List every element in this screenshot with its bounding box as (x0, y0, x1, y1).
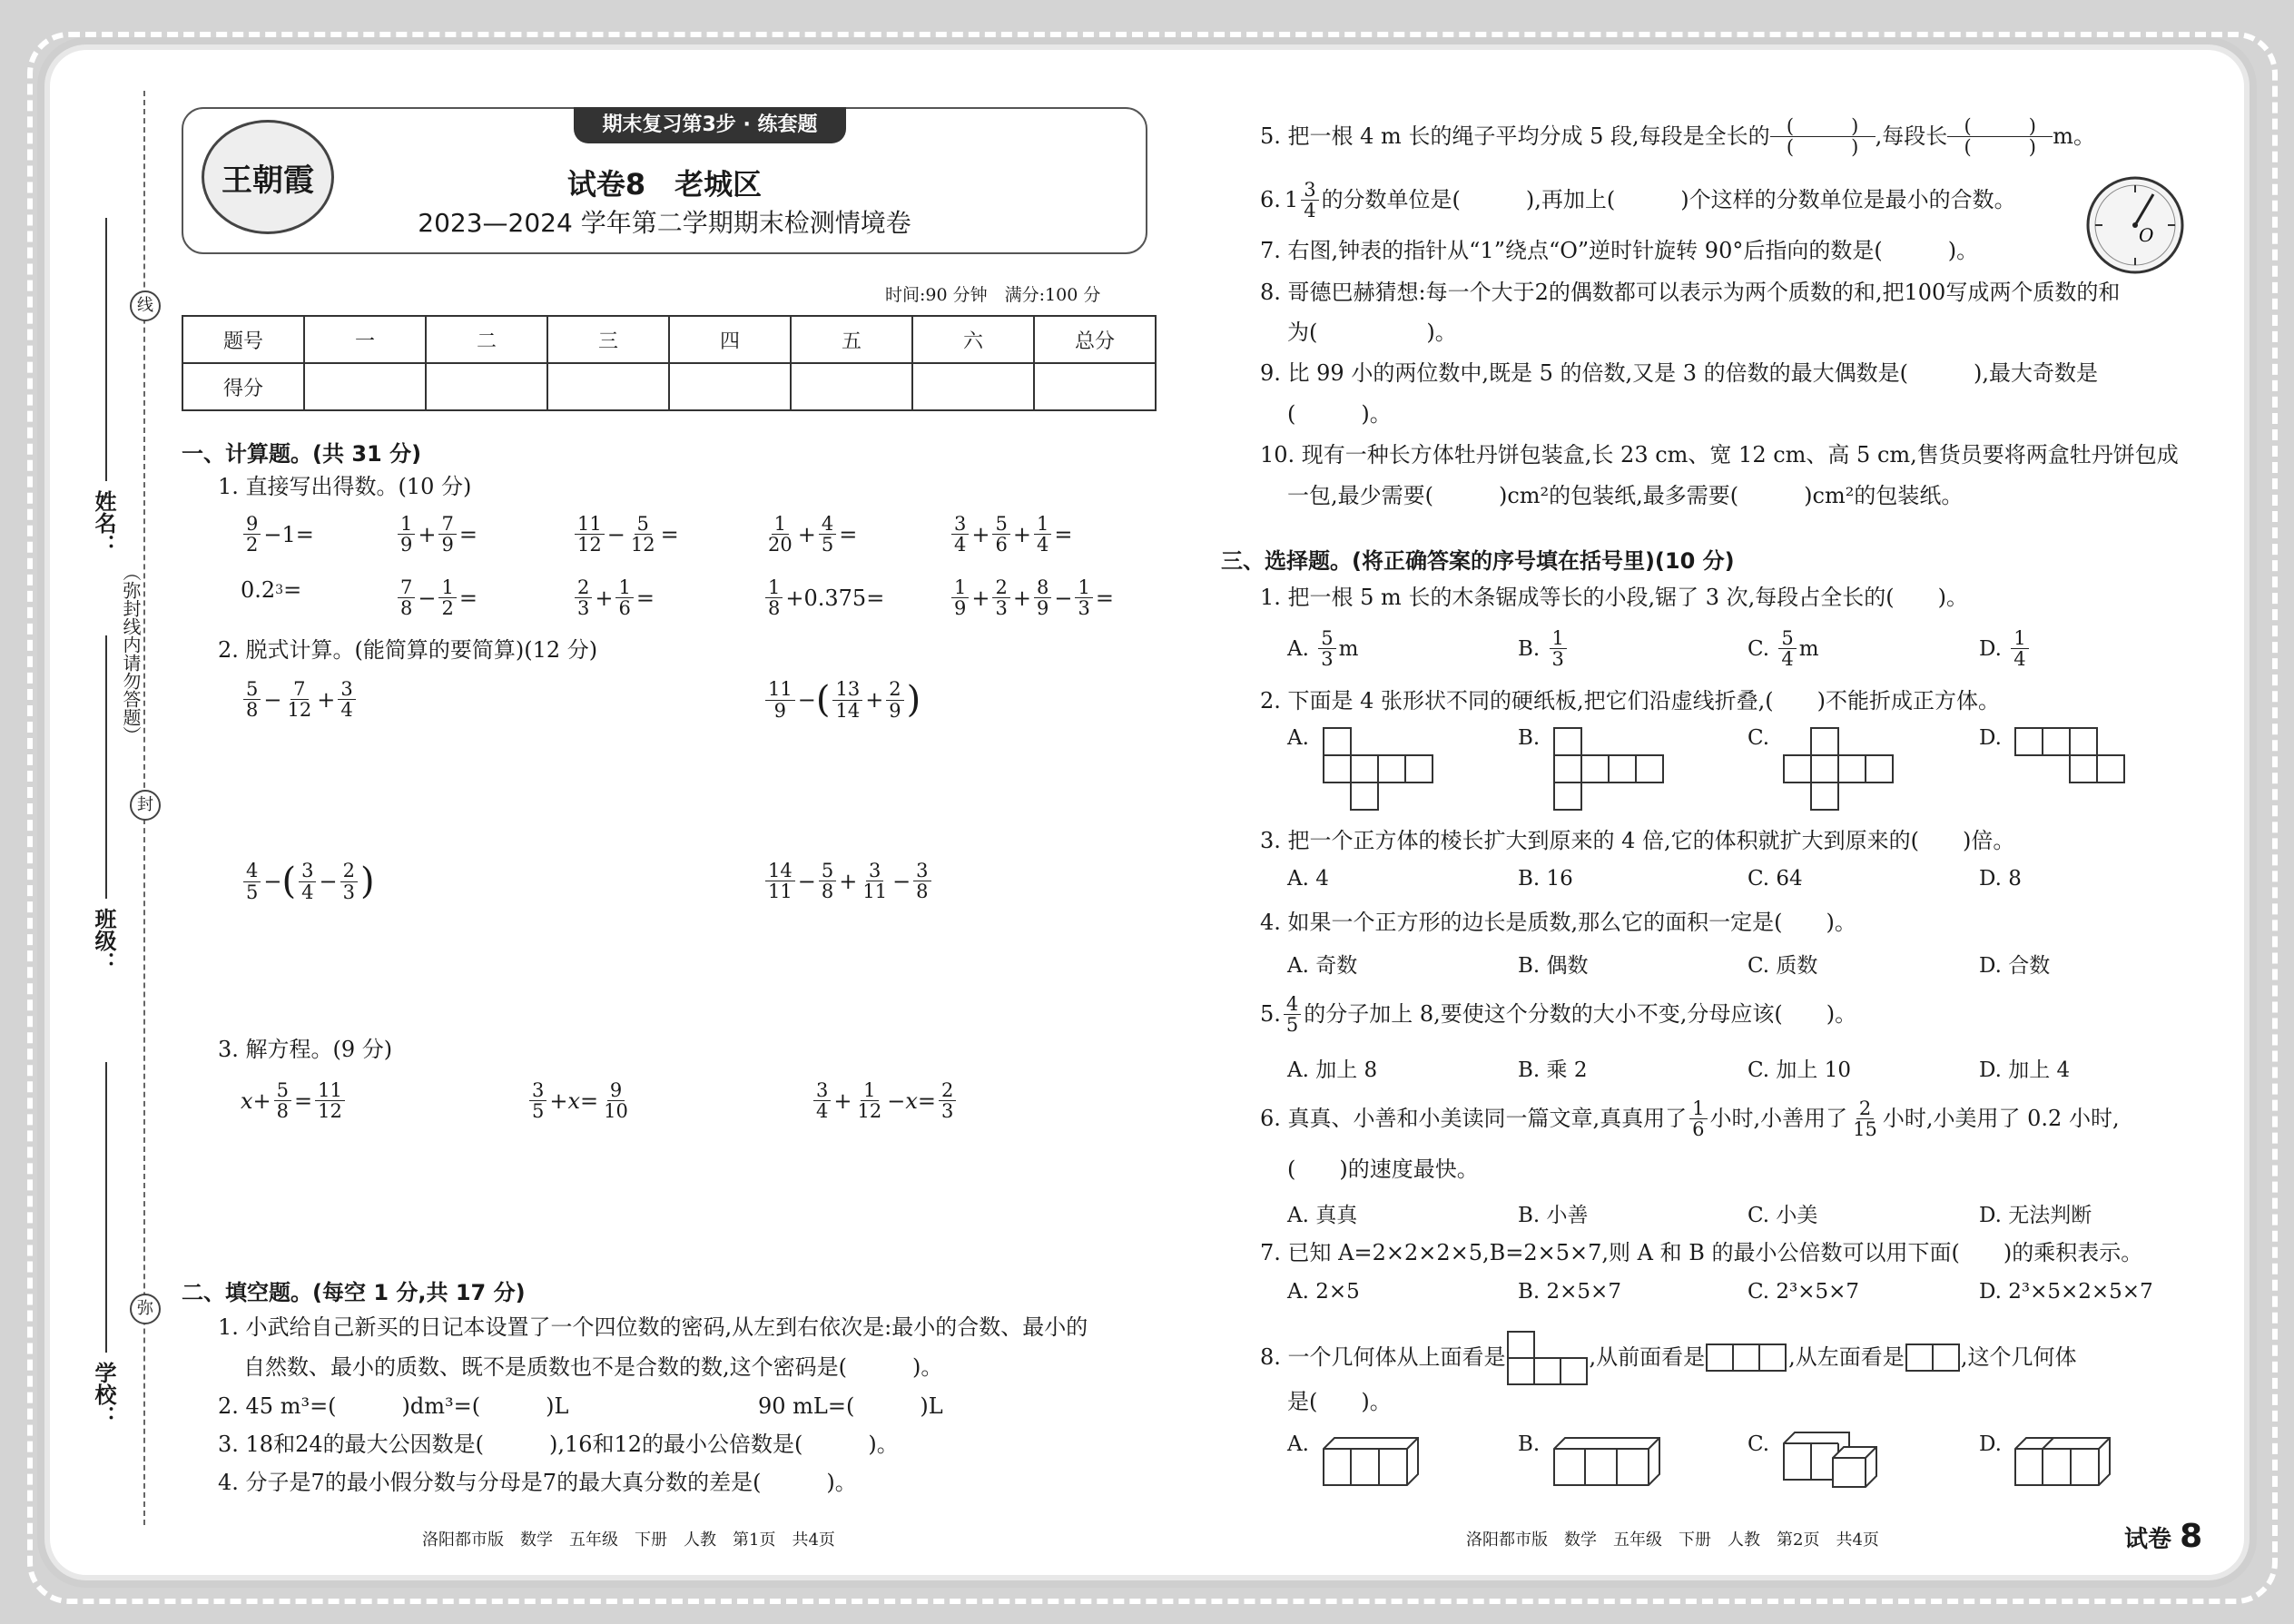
sec3-q8-optC[interactable]: C. (1748, 1432, 1770, 1456)
sec1-title: 一、计算题。(共 31 分) (182, 441, 422, 467)
paper-label (2124, 1518, 2202, 1555)
score-cell[interactable] (426, 363, 547, 410)
sec2-title: 二、填空题。(每空 1 分,共 17 分) (182, 1280, 526, 1305)
sec3-q7: 7. 已知 A=2×2×2×5,B=2×5×7,则 A 和 B 的最小公倍数可以用下面( )的乘积表示。 (1260, 1240, 2143, 1265)
sec2-q5-text: 5. 把一根 4 m 长的绳子平均分成 5 段,每段是全长的 (1260, 123, 1770, 149)
name-label: 姓名： (91, 490, 116, 556)
sec3-q5-optD[interactable]: D. 加上 4 (1979, 1058, 2071, 1082)
left-view-icon (1905, 1343, 1961, 1373)
banner: 期末复习第3步 · 练套题 (574, 107, 846, 143)
sec3-q3-optA[interactable]: A. 4 (1287, 867, 1329, 891)
sec2-q7: 7. 右图,钟表的指针从“1”绕点“O”逆时针旋转 90°后指向的数是( )。 (1260, 238, 1979, 263)
sec3-q6-optC[interactable]: C. 小美 (1748, 1204, 1818, 1227)
score-head: 四 (669, 316, 791, 363)
sec1-q2: 2. 脱式计算。(能简算的要简算)(12 分) (218, 637, 598, 663)
sec3-q4-optB[interactable]: B. 偶数 (1518, 954, 1589, 978)
sec3-q5-optA[interactable]: A. 加上 8 (1287, 1058, 1378, 1082)
sec3-q3-optB[interactable]: B. 16 (1518, 867, 1573, 891)
page-title: 试卷8 老城区 (566, 167, 763, 202)
sec3-q8-text3: ,从左面看是 (1788, 1344, 1905, 1371)
sec2-q5-text3: m。 (2053, 123, 2096, 149)
footer-left: 洛阳都市版 数学 五年级 下册 人教 第1页 共4页 (422, 1530, 835, 1550)
step-calc-3: $\frac{4}{5}$ − ( $\frac{3}{4}$ − $\frac{2}{3}$ ) (241, 861, 375, 902)
sec1-q3: 3. 解方程。(9 分) (218, 1037, 393, 1062)
sec2-q5-text2: ,每段长 (1875, 123, 1948, 149)
sec2-q9b: ( )。 (1287, 401, 1392, 427)
equation-2: $\frac{3}{5}$ + x = $\frac{9}{10}$ (527, 1080, 634, 1121)
sec3-q3-optC[interactable]: C. 64 (1748, 867, 1803, 891)
svg-text:O: O (2139, 224, 2154, 246)
sec2-q6-text: 的分数单位是( ),再加上( )个这样的分数单位是最小的合数。 (1321, 186, 2016, 212)
binding-mark-line: 线 (130, 290, 161, 321)
sec2-q6: 6. 1 $\frac{3}{4}$ 的分数单位是( ),再加上( )个这样的分数单位是最小的合数。 (1260, 179, 2016, 222)
score-cell[interactable] (547, 363, 669, 410)
sec3-q5-num: 5. (1260, 1000, 1281, 1027)
net-a (1322, 726, 1436, 812)
sec3-q3-optD[interactable]: D. 8 (1979, 867, 2022, 891)
sec3-q5: 5. $\frac{4}{5}$ 的分子加上 8,要使这个分数的大小不变,分母应该( )。 (1260, 993, 1857, 1037)
paper-number: 8 (2180, 1518, 2203, 1555)
sec1-q1: 1. 直接写出得数。(10 分) (218, 474, 472, 499)
sec3-q3: 3. 把一个正方体的棱长扩大到原来的 4 倍,它的体积就扩大到原来的( )倍。 (1260, 828, 2015, 853)
score-cell[interactable] (791, 363, 912, 410)
score-header-row (182, 316, 1156, 363)
sec3-q6-text3: 小时,小美用了 0.2 小时, (1882, 1105, 2120, 1131)
time-info: 时间:90 分钟 满分:100 分 (885, 285, 1101, 305)
score-cell[interactable] (669, 363, 791, 410)
top-view-icon (1506, 1330, 1590, 1386)
paper-label-text: 试卷 (2124, 1526, 2172, 1553)
sec3-title: 三、选择题。(将正确答案的序号填在括号里)(10 分) (1221, 548, 1735, 574)
header-box (182, 107, 1147, 254)
sec3-q1-optC[interactable]: C. $\frac{5}{4}$ m (1748, 627, 1819, 671)
sec2-q1a: 1. 小武给自己新买的日记本设置了一个四位数的密码,从左到右依次是:最小的合数、最小的 (218, 1314, 1088, 1340)
step-calc-1: $\frac{5}{8}$ − $\frac{7}{12}$ + $\frac{3}{4}$ (241, 679, 359, 720)
score-table (182, 315, 1157, 411)
sec3-q4-optC[interactable]: C. 质数 (1748, 954, 1818, 978)
sec2-q9a: 9. 比 99 小的两位数中,既是 5 的倍数,又是 3 的倍数的最大偶数是( ),最大奇数是 (1260, 360, 2098, 386)
sec3-q6: 6. 真真、小善和小美读同一篇文章,真真用了 $\frac{1}{6}$ 小时,小善用了 $\frac{2}{15}$ 小时,小美用了 0.2 小时, (1260, 1097, 2120, 1141)
sec3-q8-text1: 8. 一个几何体从上面看是 (1260, 1344, 1506, 1371)
score-head: 三 (547, 316, 669, 363)
sec2-q6-num: 6. (1260, 186, 1281, 212)
sec2-q10a: 10. 现有一种长方体牡丹饼包装盒,长 23 cm、宽 12 cm、高 5 cm,售货员要将两盒牡丹饼包成 (1260, 442, 2179, 468)
sec2-q2a: 2. 45 m³=( )dm³=( )L (218, 1393, 569, 1419)
sec3-q2: 2. 下面是 4 张形状不同的硬纸板,把它们沿虚线折叠,( )不能折成正方体。 (1260, 688, 2001, 714)
school-label: 学校： (91, 1362, 116, 1427)
sec3-q1-optD[interactable]: D. $\frac{1}{4}$ (1979, 628, 2032, 669)
score-cell[interactable] (912, 363, 1034, 410)
net-d (2013, 726, 2128, 784)
logo-text: 王朝霞 (222, 162, 314, 199)
calc-7: $\frac{7}{8}$ − $\frac{1}{2}$ = (395, 577, 478, 618)
sec3-q5-text: 的分子加上 8,要使这个分数的大小不变,分母应该( )。 (1304, 1000, 1857, 1027)
sec3-q7-optC[interactable]: C. 2³×5×7 (1748, 1280, 1860, 1304)
sec3-q4-optA[interactable]: A. 奇数 (1287, 954, 1358, 978)
calc-6: 0.2 3 = (241, 577, 302, 603)
sec2-q8a: 8. 哥德巴赫猜想:每一个大于2的偶数都可以表示为两个质数的和,把100写成两个质数的和 (1260, 280, 2121, 305)
sec3-q7-optD[interactable]: D. 2³×5×2×5×7 (1979, 1280, 2153, 1304)
sec3-q8 (1260, 1330, 2076, 1386)
score-head: 五 (791, 316, 912, 363)
score-head: 题号 (182, 316, 304, 363)
sec3-q2-optA[interactable]: A. (1287, 726, 1309, 750)
calc-5: $\frac{3}{4}$ + $\frac{5}{6}$ + $\frac{1}{4}$ = (949, 514, 1072, 555)
solid-c (1782, 1423, 1882, 1489)
class-label: 班级： (91, 908, 116, 973)
sec2-q8b: 为( )。 (1287, 320, 1457, 345)
binding-mark-seal: 封 (130, 790, 161, 821)
binding-mark-mi: 弥 (130, 1294, 161, 1324)
sec3-q2-optC[interactable]: C. (1748, 726, 1770, 750)
score-cell[interactable] (304, 363, 426, 410)
school-field[interactable] (105, 1062, 107, 1353)
equation-1: x + $\frac{5}{8}$ = $\frac{11}{12}$ (241, 1080, 348, 1121)
binding-notice: （弥封线内请勿答题） (120, 563, 142, 744)
sec3-q6-optD[interactable]: D. 无法判断 (1979, 1204, 2092, 1227)
sec2-q3: 3. 18和24的最大公因数是( ),16和12的最小公倍数是( )。 (218, 1432, 899, 1457)
sec3-q8-text4: ,这个几何体 (1960, 1344, 2077, 1371)
calc-9: $\frac{1}{8}$ +0.375= (763, 577, 884, 618)
solid-a (1322, 1429, 1422, 1487)
sec3-q8e: 是( )。 (1287, 1389, 1392, 1414)
equation-3: $\frac{3}{4}$ + $\frac{1}{12}$ − x = $\frac{2}{3}$ (811, 1080, 959, 1121)
sec3-q8-text2: ,从前面看是 (1589, 1344, 1706, 1371)
calc-10: $\frac{1}{9}$ + $\frac{2}{3}$ + $\frac{8}{9}$ − $\frac{1}{3}$ = (949, 577, 1114, 618)
sec3-q8-optD[interactable]: D. (1979, 1432, 2002, 1456)
sec3-q8-optA[interactable]: A. (1287, 1432, 1309, 1456)
sec3-q6-text1: 6. 真真、小善和小美读同一篇文章,真真用了 (1260, 1105, 1688, 1131)
score-head: 总分 (1034, 316, 1156, 363)
clock-figure (2084, 174, 2186, 276)
sec3-q4: 4. 如果一个正方形的边长是质数,那么它的面积一定是( )。 (1260, 910, 1856, 935)
sec3-q4-optD[interactable]: D. 合数 (1979, 954, 2051, 978)
calc-3: $\frac{11}{12}$ − $\frac{5}{12}$ = (572, 514, 679, 555)
sec3-q1: 1. 把一根 5 m 长的木条锯成等长的小段,锯了 3 次,每段占全长的( )。 (1260, 585, 1968, 610)
sec2-q5: 5. 把一根 4 m 长的绳子平均分成 5 段,每段是全长的 $\frac{( )}{( )}$ ,每段长 $\frac{( )}{( )}$ m。 (1260, 115, 2096, 159)
sec3-q2-optB[interactable]: B. (1518, 726, 1541, 750)
step-calc-2: $\frac{11}{9}$ − ( $\frac{13}{14}$ + $\frac{2}{9}$ ) (763, 679, 921, 721)
score-head: 六 (912, 316, 1034, 363)
subtitle: 2023—2024 学年第二学期期末检测情境卷 (418, 208, 911, 238)
sec3-q6-text2: 小时,小善用了 (1709, 1105, 1848, 1131)
sec3-q2-optD[interactable]: D. (1979, 726, 2002, 750)
step-calc-4: $\frac{14}{11}$ − $\frac{5}{8}$ + $\frac{3}{11}$ − $\frac{3}{8}$ (763, 861, 934, 901)
sec2-q4: 4. 分子是7的最小假分数与分母是7的最大真分数的差是( )。 (218, 1470, 857, 1495)
front-view-icon (1705, 1343, 1788, 1373)
sec2-q10b: 一包,最少需要( )cm²的包装纸,最多需要( )cm²的包装纸。 (1287, 483, 1964, 508)
score-row (182, 363, 1156, 410)
sec3-q8-optB[interactable]: B. (1518, 1432, 1541, 1456)
sec3-q6d: ( )的速度最快。 (1287, 1156, 1479, 1182)
sec3-q7-optB[interactable]: B. 2×5×7 (1518, 1280, 1621, 1304)
calc-4: $\frac{1}{20}$ + $\frac{4}{5}$ = (768, 513, 858, 556)
net-b (1552, 726, 1667, 812)
sec3-q5-optB[interactable]: B. 乘 2 (1518, 1058, 1588, 1082)
sec3-q6-optA[interactable]: A. 真真 (1287, 1204, 1358, 1227)
sec3-q6-optB[interactable]: B. 小善 (1518, 1204, 1589, 1227)
solid-b (1552, 1429, 1663, 1487)
name-field[interactable] (105, 218, 107, 481)
score-head: 一 (304, 316, 426, 363)
score-head: 二 (426, 316, 547, 363)
sec3-q7-optA[interactable]: A. 2×5 (1287, 1280, 1360, 1304)
sec3-q5-optC[interactable]: C. 加上 10 (1748, 1058, 1851, 1082)
footer-right: 洛阳都市版 数学 五年级 下册 人教 第2页 共4页 (1466, 1530, 1879, 1550)
solid-d (2013, 1429, 2113, 1487)
score-cell[interactable] (1034, 363, 1156, 410)
net-c (1782, 726, 1896, 812)
sec2-q1b: 自然数、最小的质数、既不是质数也不是合数的数,这个密码是( )。 (243, 1354, 943, 1380)
calc-2: $\frac{1}{9}$ + $\frac{7}{9}$ = (395, 514, 478, 555)
sec3-q1-optB[interactable]: B. $\frac{1}{3}$ (1518, 628, 1570, 669)
calc-8: $\frac{2}{3}$ + $\frac{1}{6}$ = (572, 577, 655, 618)
sec2-q2b: 90 mL=( )L (758, 1393, 943, 1419)
class-field[interactable] (105, 635, 107, 899)
calc-1: $\frac{9}{2}$ −1= (241, 514, 314, 555)
score-label: 得分 (182, 363, 304, 410)
sec3-q1-optA[interactable]: A. $\frac{5}{3}$ m (1287, 627, 1359, 671)
